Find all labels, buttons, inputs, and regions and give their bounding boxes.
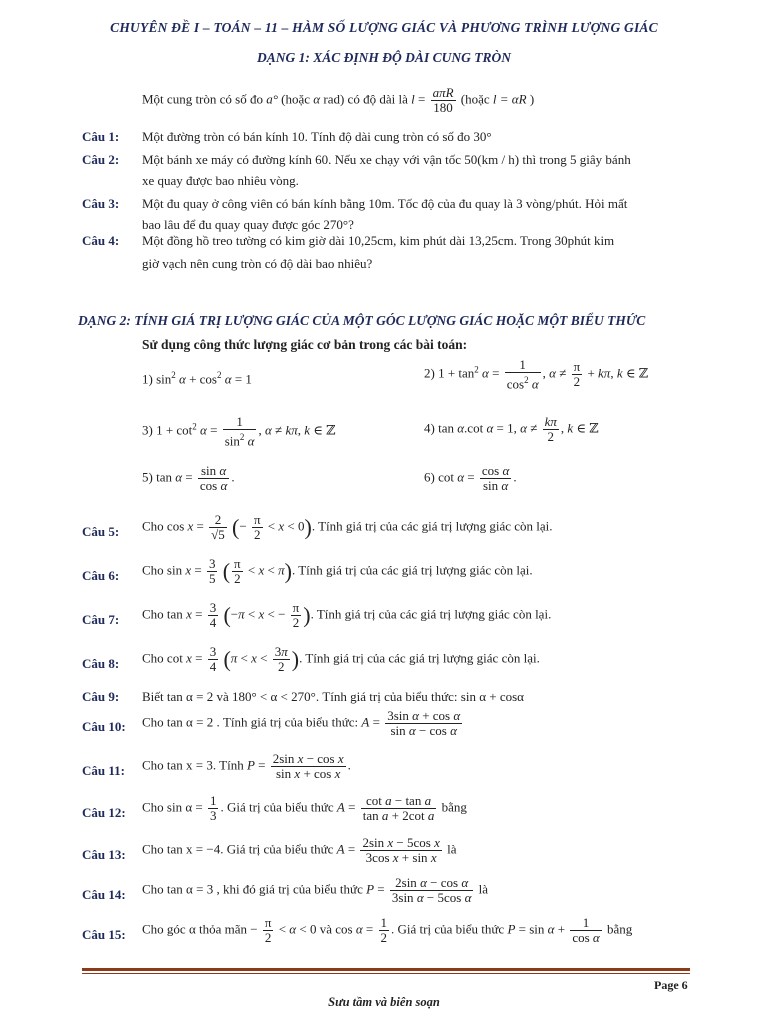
formula-5: 5) tan α = $\frac{\text{sin α}}{\text{cos α}}$ . bbox=[142, 463, 235, 493]
question-label: Câu 11: bbox=[82, 763, 125, 778]
question-text: Cho góc α thỏa mãn − $\frac{\pi}{2}$ < α < 0 và cos α = $\frac{1}{2}$ . Giá trị của biểu thức P = sin α + $\frac{1}{\text{cos α}}$ bằng bbox=[142, 915, 633, 945]
section-subtitle: Sử dụng công thức lượng giác cơ bản trong các bài toán: bbox=[142, 337, 468, 352]
question-label: Câu 15: bbox=[82, 927, 126, 942]
formula-2: 2) $1 + \tan^2 \alpha$ = $\frac{1}{\cos^2 \alpha}$ , α ≠ $\frac{\pi}{2}$ + kπ, k ∈ ℤ bbox=[424, 357, 649, 392]
question-text: giờ vạch nên cung tròn có độ dài bao nhiêu? bbox=[142, 256, 373, 271]
section-title-dang2: DẠNG 2: TÍNH GIÁ TRỊ LƯỢNG GIÁC CỦA MỘT GÓC LƯỢNG GIÁC HOẶC MỘT BIỂU THỨC bbox=[78, 313, 646, 328]
formula-6: 6) cot α = $\frac{\text{cos α}}{\text{sin α}}$ . bbox=[424, 463, 517, 493]
section-title-dang1: DẠNG 1: XÁC ĐỊNH ĐỘ DÀI CUNG TRÒN bbox=[257, 50, 511, 65]
question-text: Cho sin x = $\frac{3}{5}$ ( $\frac{\pi}{2}$ < x < π). Tính giá trị của các giá trị lượng giác còn lại. bbox=[142, 556, 533, 586]
question-text: Biết tan α = 2 và 180° < α < 270°. Tính giá trị của biểu thức: sin α + cosα bbox=[142, 689, 524, 704]
question-text: Cho cos x = $\frac{2}{√5}$ (− $\frac{\pi}{2}$ < x < 0). Tính giá trị của các giá trị lượng giác còn lại. bbox=[142, 512, 553, 542]
question-text: xe quay được bao nhiêu vòng. bbox=[142, 173, 299, 188]
question-label: Câu 2: bbox=[82, 152, 120, 167]
question-text: bao lâu để đu quay quay được góc 270°? bbox=[142, 217, 354, 232]
question-text: Cho tan α = 3 , khi đó giá trị của biểu thức P = $\frac{\text{2sin α − cos α}}{\text{3sin α − 5cos α}}$ là bbox=[142, 875, 489, 905]
question-text: Một đồng hồ treo tường có kim giờ dài 10,25cm, kim phút dài 13,25cm. Trong 30phút kim bbox=[142, 233, 615, 248]
page-number: Page 6 bbox=[654, 978, 688, 992]
page-header: CHUYÊN ĐỀ I – TOÁN – 11 – HÀM SỐ LƯỢNG GIÁC VÀ PHƯƠNG TRÌNH LƯỢNG GIÁC bbox=[110, 20, 658, 35]
question-label: Câu 6: bbox=[82, 568, 120, 583]
question-label: Câu 3: bbox=[82, 196, 120, 211]
question-text: Một đường tròn có bán kính 10. Tính độ dài cung tròn có số đo 30° bbox=[142, 129, 492, 144]
question-label: Câu 5: bbox=[82, 524, 120, 539]
formula-3: 3) $1 + \cot^2 \alpha$ = $\frac{1}{\sin^2 \alpha}$ , α ≠ kπ, k ∈ ℤ bbox=[142, 414, 336, 449]
formula-1: 1) $\sin^2 \alpha + \cos^2 \alpha = 1$ bbox=[142, 370, 252, 387]
footer-note: Sưu tầm và biên soạn bbox=[328, 995, 440, 1009]
question-text: Cho tan x = −4. Giá trị của biểu thức A = $\frac{\text{2sin x − 5cos x}}{\text{3cos x + sin x}}$ là bbox=[142, 835, 457, 865]
question-label: Câu 13: bbox=[82, 847, 126, 862]
question-label: Câu 10: bbox=[82, 719, 126, 734]
question-label: Câu 4: bbox=[82, 233, 120, 248]
dang1-intro: Một cung tròn có số đo a° (hoặc α rad) có độ dài là l = aπR 180 (hoặc l = αR ) bbox=[142, 85, 535, 115]
question-label: Câu 12: bbox=[82, 805, 126, 820]
question-text: Cho tan α = 2 . Tính giá trị của biểu thức: A = $\frac{\text{3sin α + cos α}}{\text{sin α − cos α}}$ bbox=[142, 708, 461, 738]
question-text: Một bánh xe máy có đường kính 60. Nếu xe chạy với vận tốc 50(km / h) thì trong 5 giây bánh bbox=[142, 152, 631, 167]
question-label: Câu 14: bbox=[82, 887, 126, 902]
footer-rule-thin bbox=[82, 973, 690, 974]
question-text: Một đu quay ở công viên có bán kính bằng 10m. Tốc độ của đu quay là 3 vòng/phút. Hỏi mất bbox=[142, 196, 628, 211]
question-text: Cho tan x = $\frac{3}{4}$ (−π < x < − $\frac{\pi}{2}$ ). Tính giá trị của các giá trị lượng giác còn lại. bbox=[142, 600, 552, 630]
question-label: Câu 9: bbox=[82, 689, 120, 704]
question-text: Cho tan x = 3. Tính P = $\frac{\text{2sin x − cos x}}{\text{sin x + cos x}}$ . bbox=[142, 751, 351, 781]
question-text: Cho cot x = $\frac{3}{4}$ (π < x < $\frac{3\pi}{2}$ ). Tính giá trị của các giá trị lượng giác còn lại. bbox=[142, 644, 540, 674]
footer-rule bbox=[82, 968, 690, 971]
question-text: Cho sin α = $\frac{1}{3}$ . Giá trị của biểu thức A = $\frac{\text{cot a − tan a}}{\text{tan a + 2cot a}}$ bằng bbox=[142, 793, 467, 823]
question-label: Câu 8: bbox=[82, 656, 120, 671]
formula-4: 4) tan α.cot α = 1, α ≠ $\frac{k\pi}{2}$ , k ∈ ℤ bbox=[424, 414, 599, 444]
question-label: Câu 1: bbox=[82, 129, 120, 144]
question-label: Câu 7: bbox=[82, 612, 120, 627]
